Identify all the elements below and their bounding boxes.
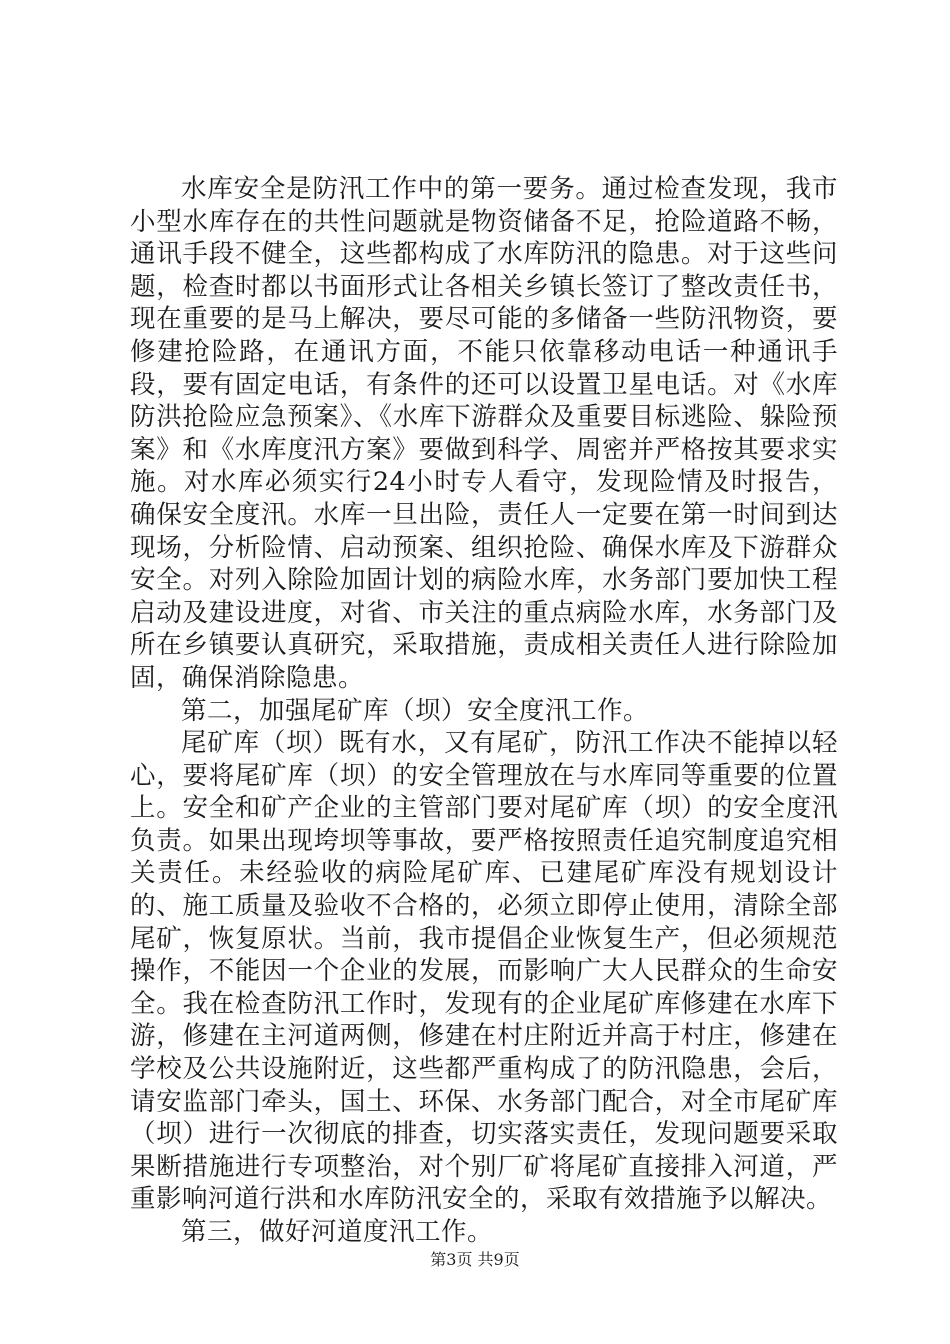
heading-tailings-dam: 第二，加强尾矿库（坝）安全度汛工作。 (181, 695, 650, 726)
document-body (130, 173, 838, 1249)
paragraph-tailings-dam: 尾矿库（坝）既有水，又有尾矿，防汛工作决不能掉以轻心，要将尾矿库（坝）的安全管理放在与水库同等重要的位置上。安全和矿产企业的主管部门要对尾矿库（坝）的安全度汛负责。如果出现垮坝等事故，要严格按照责任追究制度追究相关责任。未经验收的病险尾矿库、已建尾矿库没有规划设计的、施工质量及验收不合格的，必须立即停止使用，清除全部尾矿，恢复原状。当前，我市提倡企业恢复生产，但必须规范操作，不能因一个企业的发展，而影响广大人民群众的生命安全。我在检查防汛工作时，发现有的企业尾矿库修建在水库下游，修建在主河道两侧，修建在村庄附近并高于村庄，修建在学校及公共设施附近，这些都严重构成了的防汛隐患，会后，请安监部门牵头，国土、环保、水务部门配合，对全市尾矿库（坝）进行一次彻底的排查，切实落实责任，发现问题要采取果断措施进行专项整治，对个别厂矿将尾矿直接排入河道，严重影响河道行洪和水库防汛安全的，采取有效措施予以解决。 (130, 728, 838, 1215)
page-footer: 第3页 共9页 (430, 1250, 520, 1269)
heading-river-flood: 第三，做好河道度汛工作。 (181, 1217, 494, 1247)
paragraph-reservoir-safety: 水库安全是防汛工作中的第一要务。通过检查发现，我市小型水库存在的共性问题就是物资储备不足，抢险道路不畅，通讯手段不健全，这些都构成了水库防汛的隐患。对于这些问题，检查时都以书面形式让各相关乡镇长签订了整改责任书，现在重要的是马上解决，要尽可能的多储备一些防汛物资，要修建抢险路，在通讯方面，不能只依靠移动电话一种通讯手段，要有固定电话，有条件的还可以设置卫星电话。对《水库防洪抢险应急预案》、《水库下游群众及重要目标逃险、躲险预案》和《水库度汛方案》要做到科学、周密并严格按其要求实施。对水库必须实行24小时专人看守，发现险情及时报告，确保安全度汛。水库一旦出险，责任人一定要在第一时间到达现场，分析险情、启动预案、组织抢险、确保水库及下游群众安全。对列入除险加固计划的病险水库，水务部门要加快工程启动及建设进度，对省、市关注的重点病险水库，水务部门及所在乡镇要认真研究，采取措施，责成相关责任人进行除险加固，确保消除隐患。 (130, 174, 838, 693)
